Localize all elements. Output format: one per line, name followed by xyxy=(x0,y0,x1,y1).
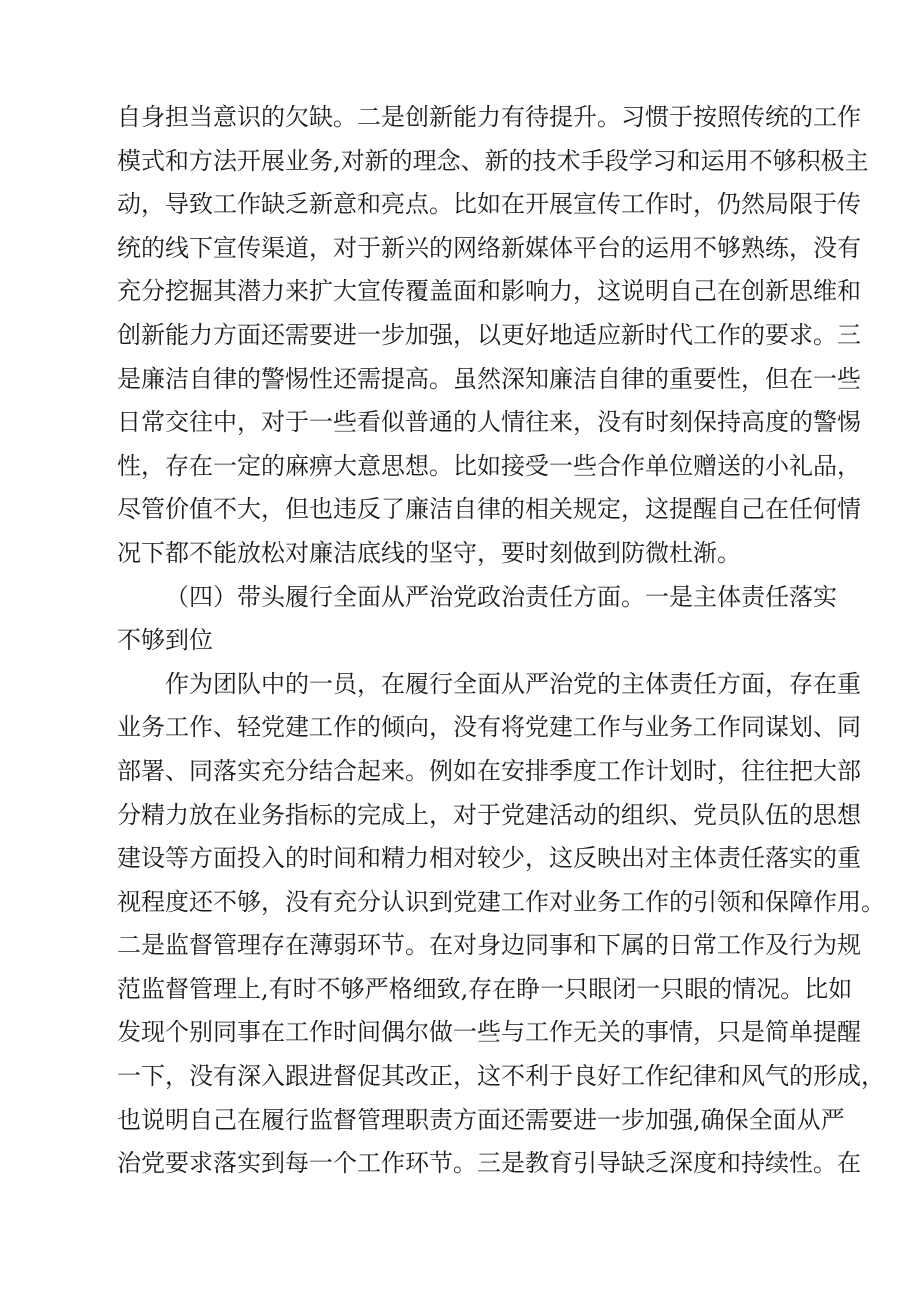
text-line: 况下都不能放松对廉洁底线的坚守，要时刻做到防微杜渐。 xyxy=(117,538,741,567)
text-line: 也说明自己在履行监督管理职责方面还需要进一步加强,确保全面从严 xyxy=(117,1105,845,1134)
text-line: 二是监督管理存在薄弱环节。在对身边同事和下属的日常工作及行为规 xyxy=(117,931,861,960)
text-line: 一下，没有深入跟进督促其改正，这不利于良好工作纪律和风气的形成， xyxy=(117,1062,885,1091)
text-line: 建设等方面投入的时间和精力相对较少，这反映出对主体责任落实的重 xyxy=(117,844,861,873)
text-line: 视程度还不够，没有充分认识到党建工作对业务工作的引领和保障作用。 xyxy=(117,887,885,916)
text-line: 尽管价值不大，但也违反了廉洁自律的相关规定，这提醒自己在任何情 xyxy=(117,495,861,524)
text-line: 部署、同落实充分结合起来。例如在安排季度工作计划时，往往把大部 xyxy=(117,756,861,785)
text-line: 动，导致工作缺乏新意和亮点。比如在开展宣传工作时，仍然局限于传 xyxy=(117,190,861,219)
document-body xyxy=(117,96,885,1186)
section-heading: （四）带头履行全面从严治党政治责任方面。一是主体责任落实 xyxy=(165,582,837,611)
text-line: 自身担当意识的欠缺。二是创新能力有待提升。习惯于按照传统的工作 xyxy=(117,103,861,131)
text-line: 治党要求落实到每一个工作环节。三是教育引导缺乏深度和持续性。在 xyxy=(117,1149,861,1178)
text-line: 性，存在一定的麻痹大意思想。比如接受一些合作单位赠送的小礼品， xyxy=(117,451,861,480)
text-line: 创新能力方面还需要进一步加强，以更好地适应新时代工作的要求。三 xyxy=(117,320,861,349)
text-line: 日常交往中，对于一些看似普通的人情往来，没有时刻保持高度的警惕 xyxy=(117,408,861,437)
text-line: 充分挖掘其潜力来扩大宣传覆盖面和影响力，这说明自己在创新思维和 xyxy=(117,277,861,306)
text-line: 业务工作、轻党建工作的倾向，没有将党建工作与业务工作同谋划、同 xyxy=(117,713,861,742)
text-line: 是廉洁自律的警惕性还需提高。虽然深知廉洁自律的重要性，但在一些 xyxy=(117,364,861,393)
text-line: 发现个别同事在工作时间偶尔做一些与工作无关的事情，只是简单提醒 xyxy=(117,1018,861,1047)
paragraph-start: 作为团队中的一员，在履行全面从严治党的主体责任方面，存在重 xyxy=(165,669,861,698)
text-line: 范监督管理上,有时不够严格细致,存在睁一只眼闭一只眼的情况。比如 xyxy=(117,974,853,1003)
text-line: 统的线下宣传渠道，对于新兴的网络新媒体平台的运用不够熟练，没有 xyxy=(117,233,861,262)
text-line: 分精力放在业务指标的完成上，对于党建活动的组织、党员队伍的思想 xyxy=(117,800,861,829)
text-line: 模式和方法开展业务,对新的理念、新的技术手段学习和运用不够积极主 xyxy=(117,146,869,175)
section-heading-continued: 不够到位 xyxy=(117,626,213,655)
